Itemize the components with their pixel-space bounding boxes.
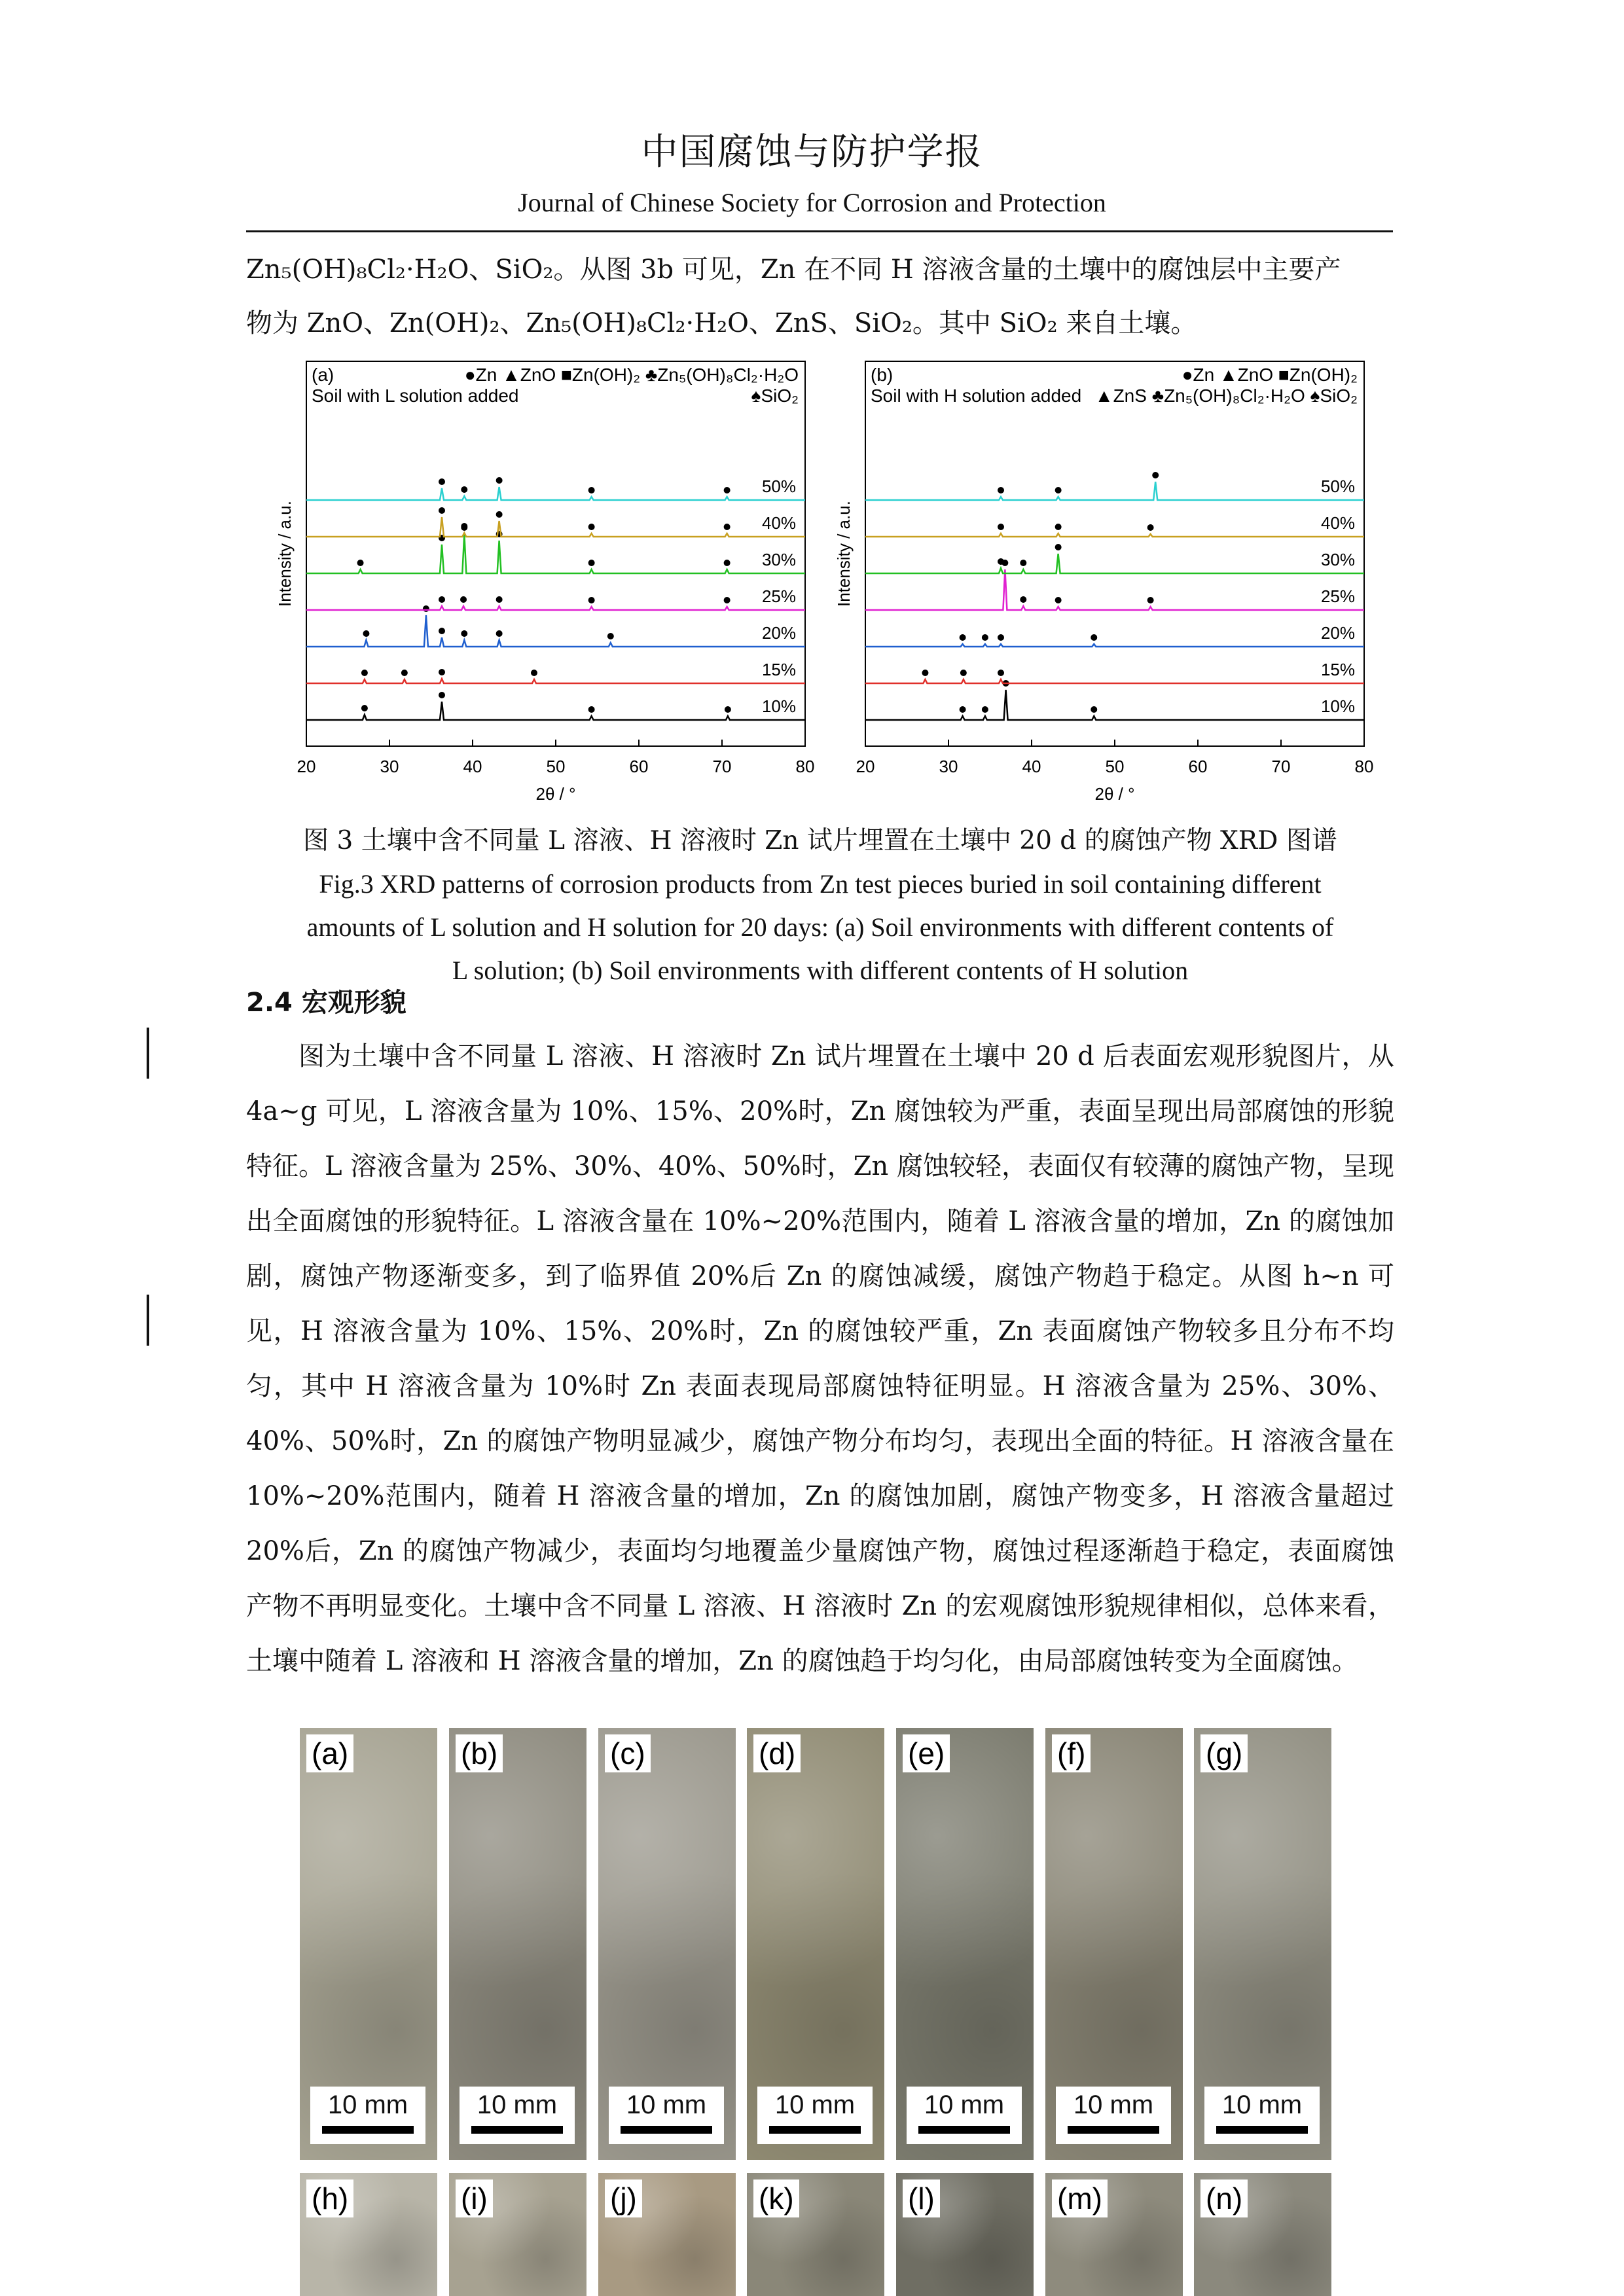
x-tick-label: 30 [939,757,958,776]
corrosion-photo [1045,1728,1183,2160]
series-label: 30% [1320,550,1355,569]
series-line-20% [306,615,805,647]
corrosion-photo [300,1728,437,2160]
peak-marker [1020,596,1026,603]
peak-marker [960,634,966,641]
peak-marker [496,596,503,603]
scale-bar-text: 10 mm [626,2090,707,2119]
intro-line-2: 物为 ZnO、Zn(OH)₂、Zn₅(OH)₈Cl₂·H₂O、ZnS、SiO₂。其中 SiO₂ 来自土壤。 [246,308,1197,338]
peak-marker [607,633,614,639]
photo-label: (m) [1052,2179,1108,2217]
peak-marker [998,524,1004,530]
peak-marker [1147,524,1154,531]
photo-label: (f) [1052,1734,1091,1772]
series-line-25% [306,606,805,610]
figure3-caption-en-3: L solution; (b) Soil environments with different contents of H solution [452,956,1189,985]
x-tick-label: 80 [1354,757,1374,776]
series-line-20% [865,644,1364,647]
x-axis-label: 2θ / ° [1094,784,1135,804]
peak-marker [960,706,966,713]
peak-marker [1020,560,1026,566]
scale-bar-box [907,2087,1022,2144]
peak-marker [1147,597,1154,603]
x-axis-label: 2θ / ° [535,784,576,804]
peak-marker [998,558,1004,565]
corrosion-photo [896,1728,1034,2160]
peak-marker [1055,487,1062,493]
photo-label: (e) [903,1734,950,1772]
x-tick-label: 40 [463,757,482,776]
peak-marker [439,669,445,675]
corrosion-photo [896,2173,1034,2296]
peak-marker [439,628,445,634]
corrosion-photo [1194,1728,1331,2160]
peak-marker [357,560,364,566]
peak-marker [461,523,467,529]
journal-title-en: Journal of Chinese Society for Corrosion and Protection [518,188,1106,217]
panel-label: (a) [312,365,334,385]
series-line-15% [865,679,1364,683]
peak-marker [960,670,967,676]
x-tick-label: 20 [297,757,316,776]
section-heading: 2.4 宏观形貌 [246,988,406,1018]
scale-bar-line [471,2126,563,2134]
photo-label: (c) [605,1734,651,1772]
series-label: 15% [761,660,796,679]
photo-label: (b) [456,1734,503,1772]
series-label: 25% [1320,586,1355,606]
peak-marker [1055,544,1062,550]
scale-bar-text: 10 mm [477,2090,558,2119]
corrosion-photo [449,1728,586,2160]
plot-frame [306,361,805,746]
scale-bar-line [1068,2126,1159,2134]
x-tick-label: 60 [1188,757,1208,776]
section-body: 图为土壤中含不同量 L 溶液、H 溶液时 Zn 试片埋置在土壤中 20 d 后表面宏观形貌图片，从 4a~g 可见，L 溶液含量为 10%、15%、20%时，Zn 腐蚀较为严重，表面呈现出局部腐蚀的形貌特征。L 溶液含量为 25%、30%、40%、50%时，Zn 腐蚀较轻，表面仅有较薄的腐蚀产物，呈现出全面腐蚀的形貌特征。L 溶液含量在 10%~20%范围内，随着 L 溶液含量的增加，Zn 的腐蚀加剧，腐蚀产物逐渐变多，到了临界值 20%后 Zn 的腐蚀减缓，腐蚀产物趋于稳定。从图 h~n 可见，H 溶液含量为 10%、15%、20%时，Zn 的腐蚀较严重，Zn 表面腐蚀产物较多且分布不均匀，其中 H 溶液含量为 10%时 Zn 表面表现局部腐蚀特征明显。H 溶液含量为 25%、30%、40%、50%时，Zn 的腐蚀产物明显减少，腐蚀产物分布均匀，表现出全面的特征。H 溶液含量在 10%~20%范围内，随着 H 溶液含量的增加，Zn 的腐蚀加剧，腐蚀产物变多，H 溶液含量超过 20%后，Zn 的腐蚀产物减少，表面均匀地覆盖少量腐蚀产物，腐蚀过程逐渐趋于稳定，表面腐蚀产物不再明显变化。土壤中含不同量 L 溶液、H 溶液时 Zn 的宏观腐蚀形貌规律相似，总体来看，土壤中随着 L 溶液和 H 溶液含量的增加，Zn 的腐蚀趋于均匀化，由局部腐蚀转变为全面腐蚀。 [246,1041,1394,1676]
peak-marker [998,487,1004,493]
photo-label: (i) [456,2179,493,2217]
peak-marker [1091,706,1097,713]
change-bar-1 [147,1028,149,1079]
series-line-40% [306,517,805,537]
series-label: 20% [761,623,796,643]
peak-marker [998,634,1004,641]
peak-marker [461,630,467,637]
peak-marker [982,634,988,641]
photo-label: (n) [1200,2179,1248,2217]
chart-subtitle: Soil with L solution added [312,386,519,406]
series-label: 40% [1320,513,1355,533]
peak-marker [724,524,731,530]
x-tick-label: 30 [380,757,399,776]
corrosion-photo [747,2173,884,2296]
peak-marker [1152,472,1159,478]
peak-marker [982,706,988,713]
series-line-30% [306,534,805,573]
figure3-caption-cn: 图 3 土壤中含不同量 L 溶液、H 溶液时 Zn 试片埋置在土壤中 20 d 的腐蚀产物 XRD 图谱 [303,826,1337,855]
corrosion-photo [598,2173,736,2296]
figure3-caption-en-2: amounts of L solution and H solution for 20 days: (a) Soil environments with different contents of [306,912,1334,942]
xrd-chart-a [262,353,818,805]
scale-bar-line [918,2126,1010,2134]
x-tick-label: 50 [1105,757,1125,776]
change-bar-2 [147,1295,149,1346]
plot-frame [865,361,1364,746]
scale-bar-box [460,2087,575,2144]
series-line-40% [865,533,1364,537]
corrosion-photo [300,2173,437,2296]
peak-marker [496,630,503,637]
peak-marker [588,706,595,713]
peak-marker [439,507,445,514]
legend-entries-row-2: ♠SiO₂ [751,386,799,406]
scale-bar-line [322,2126,414,2134]
legend-entries-row-2: ▲ZnS ♣Zn₅(OH)₈Cl₂·H₂O ♠SiO₂ [1094,386,1358,406]
corrosion-photo [449,2173,586,2296]
scale-bar-box [609,2087,724,2144]
series-line-50% [306,487,805,500]
peak-marker [439,478,445,485]
scale-bar-line [621,2126,712,2134]
x-tick-label: 20 [856,757,875,776]
peak-marker [496,477,503,484]
peak-marker [1055,524,1062,530]
series-label: 20% [1320,623,1355,643]
scale-bar-line [1216,2126,1308,2134]
photo-label: (l) [903,2179,940,2217]
x-tick-label: 70 [1271,757,1291,776]
peak-marker [588,560,595,566]
y-axis-label: Intensity / a.u. [275,501,295,607]
xrd-chart-b [821,353,1377,805]
peak-marker [531,670,537,676]
peak-marker [588,597,595,603]
scale-bar-box [1204,2087,1320,2144]
intro-line-1: Zn₅(OH)₈Cl₂·H₂O、SiO₂。从图 3b 可见，Zn 在不同 H 溶液含量的土壤中的腐蚀层中主要产 [246,255,1341,285]
peak-marker [724,560,731,566]
legend-entries-row-1: ●Zn ▲ZnO ■Zn(OH)₂ [1182,365,1358,385]
photo-label: (j) [605,2179,642,2217]
scale-bar-box [1056,2087,1171,2144]
corrosion-photo [747,1728,884,2160]
peak-marker [363,630,369,637]
photo-label: (k) [753,2179,799,2217]
series-line-25% [865,569,1364,610]
x-tick-label: 50 [546,757,566,776]
corrosion-photo [1194,2173,1331,2296]
x-tick-label: 60 [629,757,649,776]
peak-marker [361,705,368,711]
figure3-caption-en-1: Fig.3 XRD patterns of corrosion products from Zn test pieces buried in soil containing different [319,869,1322,899]
peak-marker [423,605,429,612]
peak-marker [439,596,445,603]
peak-marker [461,486,467,493]
peak-marker [588,524,595,530]
series-label: 50% [1320,476,1355,496]
photo-label: (h) [306,2179,353,2217]
journal-title-cn: 中国腐蚀与防护学报 [641,131,983,173]
peak-marker [1055,597,1062,603]
series-line-30% [865,554,1364,573]
scale-bar-text: 10 mm [924,2090,1005,2119]
peak-marker [725,706,731,713]
legend-entries-row-1: ●Zn ▲ZnO ■Zn(OH)₂ ♣Zn₅(OH)₈Cl₂·H₂O [464,365,799,385]
scale-bar-line [769,2126,861,2134]
peak-marker [460,596,467,603]
scale-bar-text: 10 mm [1073,2090,1154,2119]
x-tick-label: 80 [795,757,815,776]
peak-marker [1091,634,1097,641]
header-rule [246,230,1393,232]
peak-marker [361,670,368,676]
x-tick-label: 40 [1022,757,1041,776]
peak-marker [401,670,408,676]
peak-marker [998,670,1004,676]
peak-marker [496,511,503,518]
corrosion-photo [598,1728,736,2160]
scale-bar-text: 10 mm [774,2090,856,2119]
series-label: 50% [761,476,796,496]
peak-marker [588,487,595,493]
series-label: 30% [761,550,796,569]
series-line-15% [306,679,805,683]
series-label: 25% [761,586,796,606]
series-label: 40% [761,513,796,533]
scale-bar-box [757,2087,873,2144]
y-axis-label: Intensity / a.u. [834,501,854,607]
scale-bar-text: 10 mm [1221,2090,1303,2119]
corrosion-photo [1045,2173,1183,2296]
peak-marker [724,597,731,603]
scale-bar-box [310,2087,425,2144]
series-label: 10% [1320,696,1355,716]
x-tick-label: 70 [712,757,732,776]
chart-subtitle: Soil with H solution added [871,386,1082,406]
scale-bar-text: 10 mm [327,2090,408,2119]
peak-marker [724,487,731,493]
series-line-50% [865,482,1364,500]
peak-marker [922,670,928,676]
photo-label: (d) [753,1734,801,1772]
panel-label: (b) [871,365,893,385]
photo-label: (g) [1200,1734,1248,1772]
peak-marker [439,692,445,698]
series-label: 10% [761,696,796,716]
photo-label: (a) [306,1734,353,1772]
series-label: 15% [1320,660,1355,679]
series-line-10% [865,690,1364,720]
